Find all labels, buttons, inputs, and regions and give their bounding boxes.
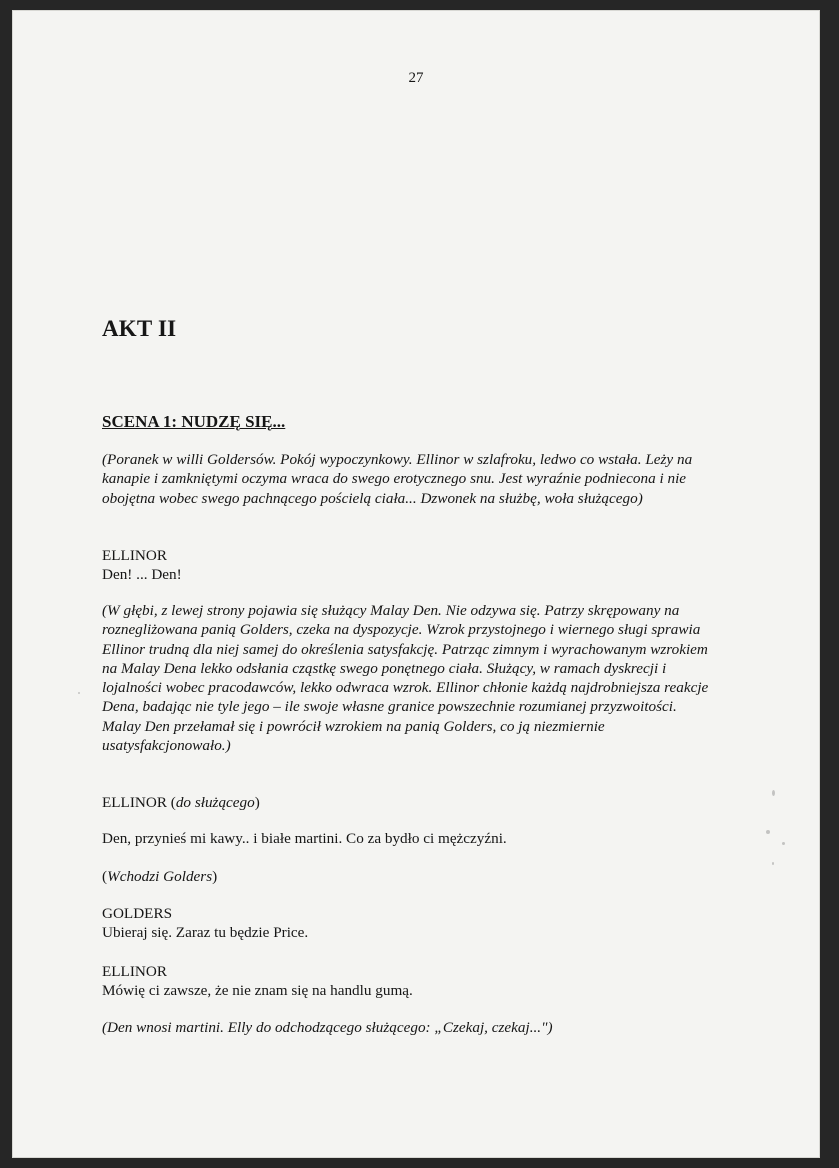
speaker-direction: do służącego xyxy=(175,794,255,811)
scene-title: SCENA 1: NUDZĘ SIĘ... xyxy=(102,412,286,431)
scan-speck xyxy=(772,790,775,796)
speech-block xyxy=(102,904,714,943)
act-title: AKT II xyxy=(102,316,177,341)
scan-speck xyxy=(772,862,774,865)
speaker-name: GOLDERS xyxy=(102,905,173,922)
scan-speck xyxy=(78,692,80,694)
stage-direction-martini: (Den wnosi martini. Elly do odchodzącego służącego: „Czekaj, czekaj...") xyxy=(102,1019,553,1036)
speech-block xyxy=(102,793,714,812)
dialogue-line: Ubieraj się. Zaraz tu będzie Price. xyxy=(102,924,309,942)
dialogue-line: Den, przynieś mi kawy.. i białe martini. Co za bydło ci mężczyźni. xyxy=(102,830,507,847)
stage-direction-golders-enters: (Wchodzi Golders) xyxy=(102,868,218,885)
speaker-name: ELLINOR xyxy=(102,794,167,811)
scan-speck xyxy=(782,842,785,845)
speaker-name: ELLINOR xyxy=(102,547,167,564)
stage-direction-servant-enters: (W głębi, z lewej strony pojawia się służący Malay Den. Nie odzywa się. Patrzy skrępowany na roznegliżowana panią Golders, czeka na dyspozycje. Wzrok przystojnego i wiernego sługi sprawia Ellinor trudną dla niej samej do określenia satysfakcję. Patrząc zimnym i wyrachowanym wzrokiem na Malay Dena lekko odsłania cząstkę swego ponętnego ciała. Służący, w ramach dyskrecji i lojalności wobec pracodawców, lekko odwraca wzrok. Ellinor chłonie każdą najdrobniejsza reakcje Dena, badając nie tyle jego – ile swoje własne granice powszechnie rozumianej przyzwoitości. Malay Den przełamał się i powrócił wzrokiem na panią Golders, co ją niezmiernie usatysfakcjonowało.) xyxy=(102,602,709,755)
page-number: 27 xyxy=(408,70,424,86)
stage-direction-opening: (Poranek w willi Goldersów. Pokój wypoczynkowy. Ellinor w szlafroku, ledwo co wstała. Leży na kanapie i zamkniętymi oczyma wraca do swego erotycznego snu. Jest wyraźnie podniecona i nie obojętna wobec swego pachnącego pościelą ciała... Dzwonek na służbę, woła służącego) xyxy=(102,451,693,507)
speech-block xyxy=(102,962,714,1001)
speech-block xyxy=(102,546,714,585)
speaker-heading: ELLINOR (do służącego) xyxy=(102,794,260,811)
dialogue-line: Den! ... Den! xyxy=(102,566,182,584)
speaker-name: ELLINOR xyxy=(102,963,167,980)
document-page xyxy=(12,10,820,1158)
scan-speck xyxy=(766,830,770,834)
dialogue-line: Mówię ci zawsze, że nie znam się na handlu gumą. xyxy=(102,982,413,1000)
